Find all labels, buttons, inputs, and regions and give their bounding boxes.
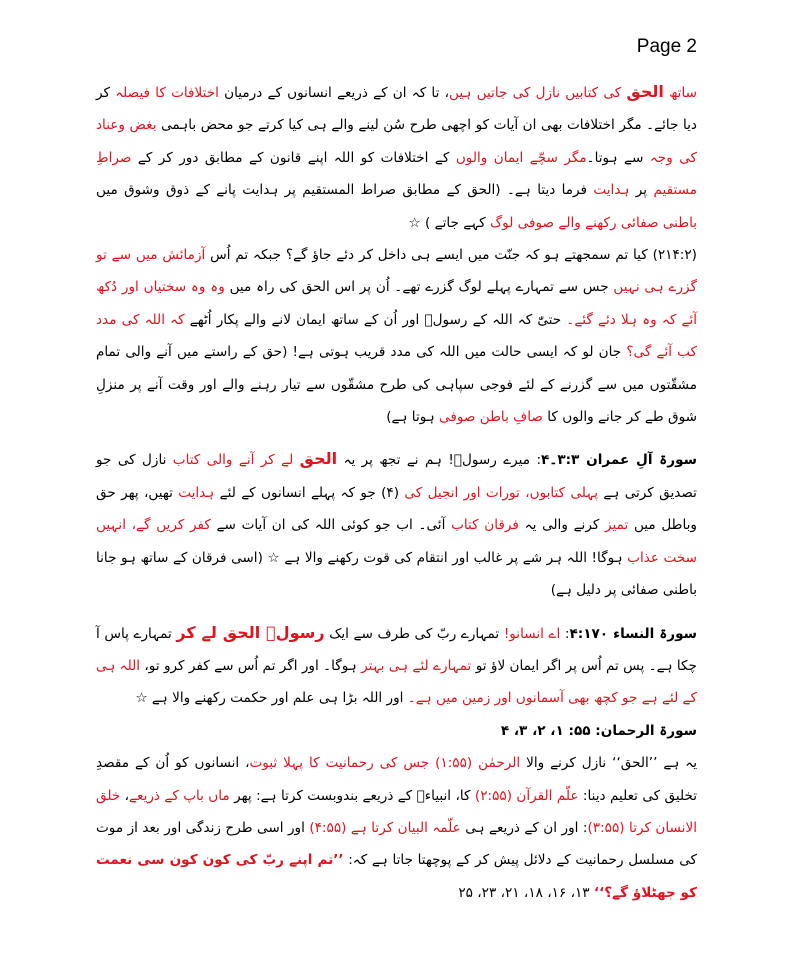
text: اور اللہ بڑا ہی علم اور حکمت رکھنے والا ہے — [151, 690, 404, 707]
term-al-haq: الحق — [626, 82, 664, 101]
text-red: ہدایت — [593, 182, 630, 199]
text: حتیّٰ کہ اللہ کے رسولؐ اور اُن کے ساتھ ایمان لانے والے پکار اُٹھے — [189, 311, 562, 328]
text-red: کہ اللہ کی مدد کب آئے گی؟ — [96, 311, 697, 361]
verse-numbers: ۱۳، ۱۶، ۱۸، ۲۱، ۲۳، ۲۵ — [458, 884, 590, 901]
text: کہے جاتے ) — [425, 214, 486, 231]
text: (۴) جو کہ پہلے انسانوں کے لئے — [219, 484, 400, 501]
term-rasool-al-haq: رسولؐ الحق لے کر — [176, 622, 325, 642]
text-red: کفر کریں گے، انہیں سخت عذاب — [96, 517, 698, 566]
text-red: آزمائش میں سے تو گزرے ہی نہیں — [96, 247, 697, 296]
text-red: بغض وعناد کی وجہ — [96, 117, 698, 166]
text: کرنے والی یہ — [524, 517, 600, 534]
text: فرما دیتا ہے۔ (الحق کے مطابق صراط المستقیم پر ہدایت پانے کے ذوق وشوق میں — [96, 182, 588, 199]
text: کے اختلافات کو اللہ اپنے قانون کے مطابق دور کر کے — [137, 149, 450, 166]
text: ہوگا! اللہ ہر شے پر غالب اور انتقام کی قوت رکھنے والا ہے — [284, 549, 623, 566]
text-red: ہدایت — [178, 484, 215, 501]
paragraph-al-imran — [96, 443, 697, 606]
term-al-haq: الحق — [299, 449, 338, 469]
text: پر — [635, 182, 648, 199]
text: ، تا کہ ان کے ذریعے انسانوں کے درمیان — [224, 85, 449, 101]
text-red: علّمہ البیان کرتا ہے (۴:۵۵) — [309, 819, 461, 836]
text-red: خلق الانسان کرتا (۳:۵۵) — [96, 787, 697, 836]
text: تھیں، پھر حق وباطل میں — [96, 484, 697, 534]
page-number: Page 2 — [636, 36, 697, 57]
text: باطنی صفائی پر دلیل ہے) — [550, 582, 697, 599]
text-red: تمیز — [605, 517, 629, 534]
text: اور اسی طرح زندگی اور بعد از موت کی مسلسل رحمانیت کے دلائل پیش کر کے پوچھتا جاتا ہے کہ: — [96, 819, 697, 869]
text: نازل کی جو تصدیق کرتی ہے — [96, 452, 697, 501]
text: جس سے تمہارے پہلے لوگ گزرے تھے۔ اُن پر اس الحق کی راہ میں — [229, 279, 609, 296]
text: : میرے رسولؐ! ہم نے تجھ پر یہ — [343, 452, 542, 469]
text-red: پہلی کتابوں، تورات اور انجیل کی — [404, 484, 599, 501]
paragraph-intro — [96, 76, 697, 239]
text: جان لو کہ ایسی حالت میں اللہ کی مدد قریب ہوتی ہے! (حق کے راستے میں آنے والی تمام مشقّتوں میں سے گزرنے کے لئے فوجی سپاہی کی طرح مشقّوں سے تیار رہنے والے اور وقت آنے پر منزلِ شوق طے کر جانے والوں کا — [96, 344, 697, 426]
text-red: تمہارے لئے ہی بہتر — [361, 657, 472, 674]
document-body — [96, 76, 697, 921]
text-red: اختلافات کا فیصلہ — [115, 85, 219, 101]
text-red: ساتھ — [669, 85, 697, 101]
paragraph-ar-rahman — [96, 747, 697, 909]
text-red: کی کتابیں نازل کی جاتیں ہیں — [448, 85, 622, 101]
star-icon: ☆ — [267, 549, 280, 566]
text: سے ہوتا۔ — [586, 149, 644, 166]
text-red: مگر سچّے ایمان والوں — [455, 149, 587, 166]
text: : اور ان کے ذریعے ہی — [465, 819, 588, 836]
text-red: ماں باپ کے ذریعے — [129, 787, 230, 804]
paragraph-baqarah — [96, 239, 697, 433]
refrain-question: ’’تم اپنے ربّ کی کون کون سی نعمت کو جھٹلاؤ گے؟‘‘ — [96, 852, 697, 901]
text: آئی۔ اب جو کوئی اللہ کی ان آیات سے — [216, 517, 446, 534]
text-red: فرقان کتاب — [451, 517, 519, 534]
surah-heading: سورۃ النساء ۴:۱۷۰ — [569, 625, 698, 642]
text-red: علّم القرآن (۲:۵۵) — [474, 787, 579, 804]
star-icon: ☆ — [408, 214, 421, 231]
text: ہوگا۔ اور اگر تم اُس سے کفر کرو تو، — [144, 657, 357, 674]
text: ہوتا ہے) — [386, 409, 435, 426]
star-icon: ☆ — [135, 690, 148, 707]
text: (اسی فرقان کے ساتھ ہو جانا — [96, 549, 263, 566]
text: (۲۱۴:۲) کیا تم سمجھتے ہو کہ جنّت میں ایسے ہی داخل کر دئے جاؤ گے؟ جبکہ تم اُس — [210, 247, 697, 264]
text-red: باطنی صفائی رکھنے والے صوفی لوگ — [490, 214, 697, 231]
paragraph-an-nisa — [96, 617, 697, 715]
text: ، انسانوں کو اُن کے مقصدِ تخلیق کی تعلیم دینا: — [96, 755, 698, 804]
text-red: صافِ باطن صوفی — [439, 409, 543, 426]
text: ، — [124, 787, 130, 804]
surah-rahman-heading: سورۃ الرحمان: ۵۵: ۱، ۲، ۳، ۴ — [500, 722, 697, 739]
text: : — [564, 625, 570, 642]
text: کا، انبیاءؑ کے ذریعے بندوبست کرتا ہے: پھر — [234, 787, 471, 804]
text: تمہارے ربّ کی طرف سے ایک — [329, 625, 500, 642]
surah-heading: سورۃ آلِ عمران ۳:۳۔۴ — [541, 452, 697, 469]
text: یہ ہے ’’الحق‘‘ نازل کرنے والا — [526, 755, 698, 772]
text-red: الرحمٰن (۱:۵۵) جس کی رحمانیت کا پہلا ثبوت — [249, 755, 521, 772]
text-red: صراطِ مستقیم — [96, 149, 697, 199]
text-red: اے انسانو! — [503, 625, 561, 642]
text-red: وہ وہ سختیاں اور دُکھ آئے کہ وہ ہلا دئے گئے۔ — [96, 279, 698, 328]
text: تمہارے پاس آ چکا ہے۔ پس تم اُس پر اگر ایمان لاؤ تو — [96, 625, 697, 674]
text: کر دیا جائے۔ مگر اختلافات بھی ان آیات کو اچھی طرح سُن لینے والے ہی کیا کرتے جو محض باہمی — [96, 85, 697, 134]
text-red: لے کر آنے والی کتاب — [172, 452, 294, 469]
text-red: اللہ ہی کے لئے ہے جو کچھ بھی آسمانوں اور زمین میں ہے۔ — [96, 657, 697, 707]
